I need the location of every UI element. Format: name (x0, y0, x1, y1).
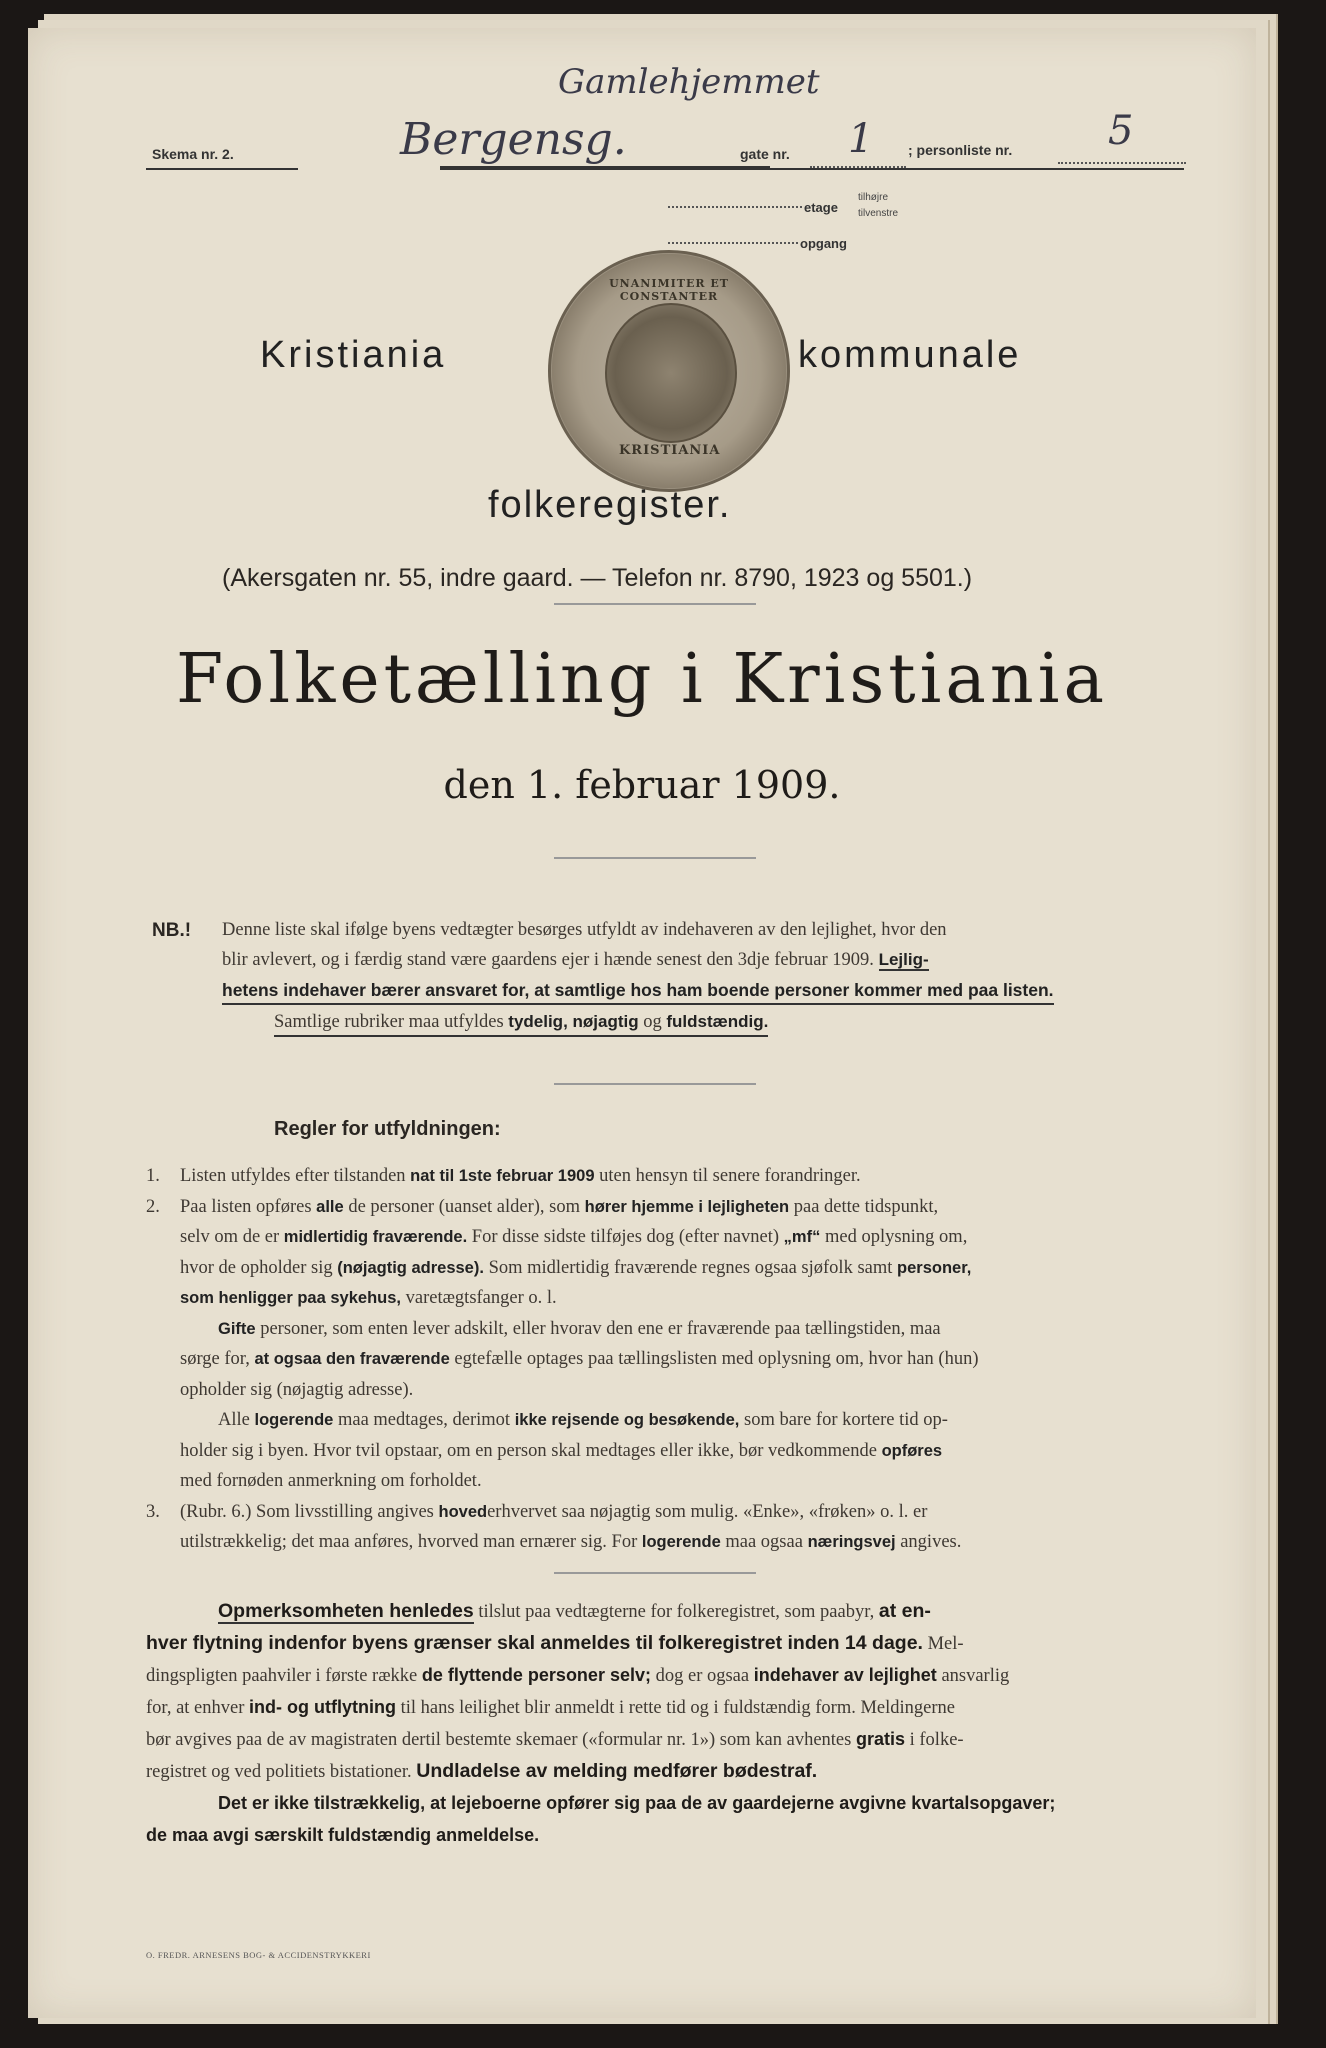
rule-alle-l1-c: maa medtages, derimot (337, 1410, 511, 1430)
rule-alle-l1-e: som bare for kortere tid op- (744, 1410, 948, 1430)
rule-2-l2-b: midlertidig fraværende. (283, 1228, 468, 1246)
tilhojre-label: tilhøjre (858, 192, 889, 203)
nb-line-4 (274, 1012, 768, 1037)
rule-2-l2-d: „mf“ (783, 1228, 821, 1246)
schema-label: Skema nr. 2. (152, 146, 234, 162)
gate-label: gate nr. (740, 146, 790, 162)
notice-l1-c: at en- (878, 1600, 931, 1622)
opgang-dots (668, 242, 798, 244)
notice-l7: Det er ikke tilstrækkelig, at lejeboerne opfører sig paa de av gaardejerne avgivne kvartalsopgaver; (218, 1793, 1056, 1813)
rule-2-l1-a: Paa listen opføres (180, 1196, 312, 1217)
notice-line-3 (146, 1660, 1200, 1692)
notice-l4-a: for, at enhver (146, 1698, 245, 1718)
kristiania-city-seal (548, 250, 790, 492)
rule-2-l1-d: hører hjemme i lejligheten (584, 1197, 790, 1216)
rule-alle-line-1 (146, 1405, 1200, 1436)
handwritten-institution: Gamlehjemmet (558, 62, 820, 102)
kristiania-word: Kristiania (260, 334, 447, 376)
rule-2-l4-a: som henligger paa sykehus, (180, 1289, 401, 1307)
rule-2-l2-a: selv om de er (180, 1227, 280, 1247)
seal-figure-icon (605, 303, 737, 443)
divider-3 (554, 1083, 756, 1085)
rule-gifte-line-3: opholder sig (nøjagtig adresse). (180, 1379, 414, 1400)
notice-line-2 (146, 1628, 1200, 1660)
kommunale-word: kommunale (798, 334, 1022, 376)
nb-line-2-text: blir avlevert, og i færdig stand være gaardens ejer i hænde senest den 3dje februar 1909. (222, 950, 874, 970)
rule-1-a: Listen utfyldes efter tilstanden (180, 1166, 406, 1186)
notice-l5-a: bør avgives paa de av magistraten dertil bestemte skemaer («formular nr. 1») som kan avhentes (146, 1730, 852, 1750)
header-rule (440, 168, 1184, 170)
rules-list (146, 1161, 1200, 1558)
nb-label: NB.! (152, 920, 192, 941)
rule-3-line-1 (146, 1497, 1200, 1528)
notice-l3-a: dingspligten paahviler i første række (146, 1666, 418, 1686)
schema-underline (146, 168, 298, 170)
notice-l3-c: dog er ogsaa (655, 1666, 750, 1686)
rule-2-l3-d: personer, (897, 1258, 972, 1277)
rule-2-l3-b: (nøjagtig adresse). (337, 1258, 484, 1277)
rule-2-number: 2. (146, 1196, 160, 1217)
rule-gifte-line-2 (146, 1344, 1200, 1375)
etage-dots (668, 206, 802, 208)
etage-label: etage (804, 200, 838, 215)
notice-l3-b: de flyttende personer selv; (421, 1665, 651, 1685)
rule-alle-l2-a: holder sig i byen. Hvor tvil opstaar, om en person skal medtages eller ikke, bør vedkommende (180, 1440, 877, 1461)
nb-line-3: hetens indehaver bærer ansvaret for, at samtlige hos ham boende personer kommer med paa listen. (222, 980, 1054, 1005)
rule-alle-line-2 (146, 1436, 1200, 1467)
notice-l2-a: hver flytning indenfor byens grænser skal anmeldes til folkeregistret inden 14 dage. (146, 1632, 923, 1654)
rule-gifte-l2-a: sørge for, (180, 1349, 250, 1369)
rule-1-number: 1. (146, 1166, 160, 1186)
nb-line-1: Denne liste skal ifølge byens vedtægter besørges utfyldt av indehaveren av den lejlighet, hvor den (222, 920, 947, 940)
rule-3-number: 3. (146, 1501, 160, 1522)
personliste-label: ; personliste nr. (908, 142, 1013, 158)
nb-line-4-c: og (643, 1012, 662, 1032)
notice-l2-b: Mel- (927, 1634, 964, 1654)
rule-gifte-line-1 (146, 1314, 1200, 1345)
notice-line-1 (146, 1596, 1200, 1628)
office-address: (Akersgaten nr. 55, indre gaard. — Telefon nr. 8790, 1923 og 5501.) (222, 564, 973, 592)
rule-3-l2-c: maa ogsaa (725, 1532, 803, 1552)
nb-line-2 (222, 950, 929, 971)
rule-alle-l2-b: opføres (881, 1441, 943, 1460)
rule-2-l3-c: Som midlertidig fraværende regnes ogsaa sjøfolk samt (488, 1257, 893, 1278)
divider-1 (554, 603, 756, 605)
printer-imprint: O. FREDR. ARNESENS BOG- & ACCIDENSTRYKKERI (146, 1950, 371, 1960)
rule-alle-l1-a: Alle (218, 1410, 250, 1430)
notice-l5-b: gratis (855, 1729, 905, 1749)
rule-gifte-l1-b: personer, som enten lever adskilt, eller hvorav den ene er fraværende paa tællingstiden, maa (260, 1318, 941, 1339)
notice-line-5 (146, 1724, 1200, 1756)
rule-3-l2-b: logerende (641, 1533, 721, 1551)
main-title: Folketælling i Kristiania (175, 640, 1109, 719)
notice-l8: de maa avgi særskilt fuldstændig anmeldelse. (146, 1825, 540, 1845)
rule-2-line-4 (146, 1283, 1200, 1314)
notice-block (146, 1596, 1200, 1852)
rule-2-l1-e: paa dette tidspunkt, (793, 1196, 939, 1217)
notice-line-6 (146, 1756, 1200, 1788)
rule-2-line-3 (146, 1253, 1200, 1284)
notice-l1-b: tilslut paa vedtægterne for folkeregistret, som paabyr, (478, 1602, 875, 1622)
rule-2-l2-c: For disse sidste tilføjes dog (efter navnet) (471, 1227, 780, 1247)
divider-2 (554, 857, 756, 859)
personliste-line (1058, 162, 1186, 164)
rule-2-line-1 (146, 1192, 1200, 1223)
rule-alle-l1-b: logerende (254, 1411, 334, 1429)
nb-line-4-a: Samtlige rubriker maa utfyldes (274, 1012, 504, 1032)
census-date: den 1. februar 1909. (443, 763, 841, 807)
rule-2-l2-e: med oplysning om, (824, 1227, 968, 1247)
notice-l4-c: til hans leilighet blir anmeldt i rette tid og i fuldstændig form. Meldingerne (400, 1698, 955, 1718)
tilvenstre-label: tilvenstre (858, 208, 899, 219)
notice-l5-c: i folke- (909, 1730, 964, 1750)
personliste-number: 5 (1108, 108, 1134, 154)
rule-3-l2-e: angives. (900, 1532, 962, 1552)
gate-number: 1 (848, 116, 874, 162)
notice-line-7 (146, 1788, 1200, 1820)
handwritten-street: Bergensg. (400, 114, 627, 165)
rule-3-l2-a: utilstrækkelig; det maa anføres, hvorved man ernærer sig. For (180, 1532, 638, 1552)
opgang-label: opgang (800, 236, 847, 251)
rule-gifte-l1-a: Gifte (218, 1319, 256, 1338)
rule-1 (146, 1161, 1200, 1192)
divider-4 (554, 1572, 756, 1574)
seal-bottom-text: KRISTIANIA (619, 443, 721, 458)
rule-2-l1-b: alle (316, 1197, 344, 1216)
rule-2-l3-a: hvor de opholder sig (180, 1257, 333, 1278)
rule-1-b: nat til 1ste februar 1909 (410, 1167, 595, 1185)
notice-l3-d: indehaver av lejlighet (753, 1665, 937, 1685)
nb-line-2-bold: Lejlig- (878, 950, 929, 969)
rule-3-l1-c: erhvervet saa nøjagtig som mulig. «Enke», «frøken» o. l. er (487, 1501, 928, 1522)
census-form-page (28, 28, 1256, 2018)
notice-line-8 (146, 1820, 1200, 1852)
rule-gifte-l2-b: at ogsaa den fraværende (254, 1350, 450, 1368)
notice-l6-a: registret og ved politiets bistationer. (146, 1762, 412, 1782)
nb-line-4-d: fuldstændig. (666, 1012, 769, 1031)
rule-gifte-l2-c: egtefælle optages paa tællingslisten med oplysning om, hvor han (hun) (454, 1349, 979, 1369)
notice-l4-b: ind- og utflytning (249, 1697, 396, 1717)
rule-3-l1-a: (Rubr. 6.) Som livsstilling angives (180, 1501, 434, 1522)
rule-2-l4-b: varetægtsfanger o. l. (405, 1288, 557, 1308)
rule-1-c: uten hensyn til senere forandringer. (599, 1166, 861, 1186)
rule-alle-l1-d: ikke rejsende og besøkende, (514, 1411, 740, 1429)
seal-top-text: UNANIMITER ET CONSTANTER (609, 277, 729, 303)
rule-3-l2-d: næringsvej (807, 1533, 896, 1551)
nb-line-4-b: tydelig, nøjagtig (508, 1012, 639, 1031)
rule-3-line-2 (146, 1527, 1200, 1558)
rule-3-l1-b: hoved (438, 1502, 488, 1521)
folkeregister-word: folkeregister. (488, 484, 732, 526)
rules-heading: Regler for utfyldningen: (274, 1118, 501, 1140)
rule-2-line-2 (146, 1222, 1200, 1253)
rule-2-l1-c: de personer (uanset alder), som (348, 1196, 580, 1217)
rule-alle-line-3: med fornøden anmerkning om forholdet. (180, 1471, 482, 1491)
notice-l1-a: Opmerksomheten henledes (218, 1600, 474, 1622)
notice-l6-b: Undladelse av melding medfører bødestraf. (416, 1760, 818, 1782)
notice-line-4 (146, 1692, 1200, 1724)
notice-l3-e: ansvarlig (941, 1666, 1010, 1686)
